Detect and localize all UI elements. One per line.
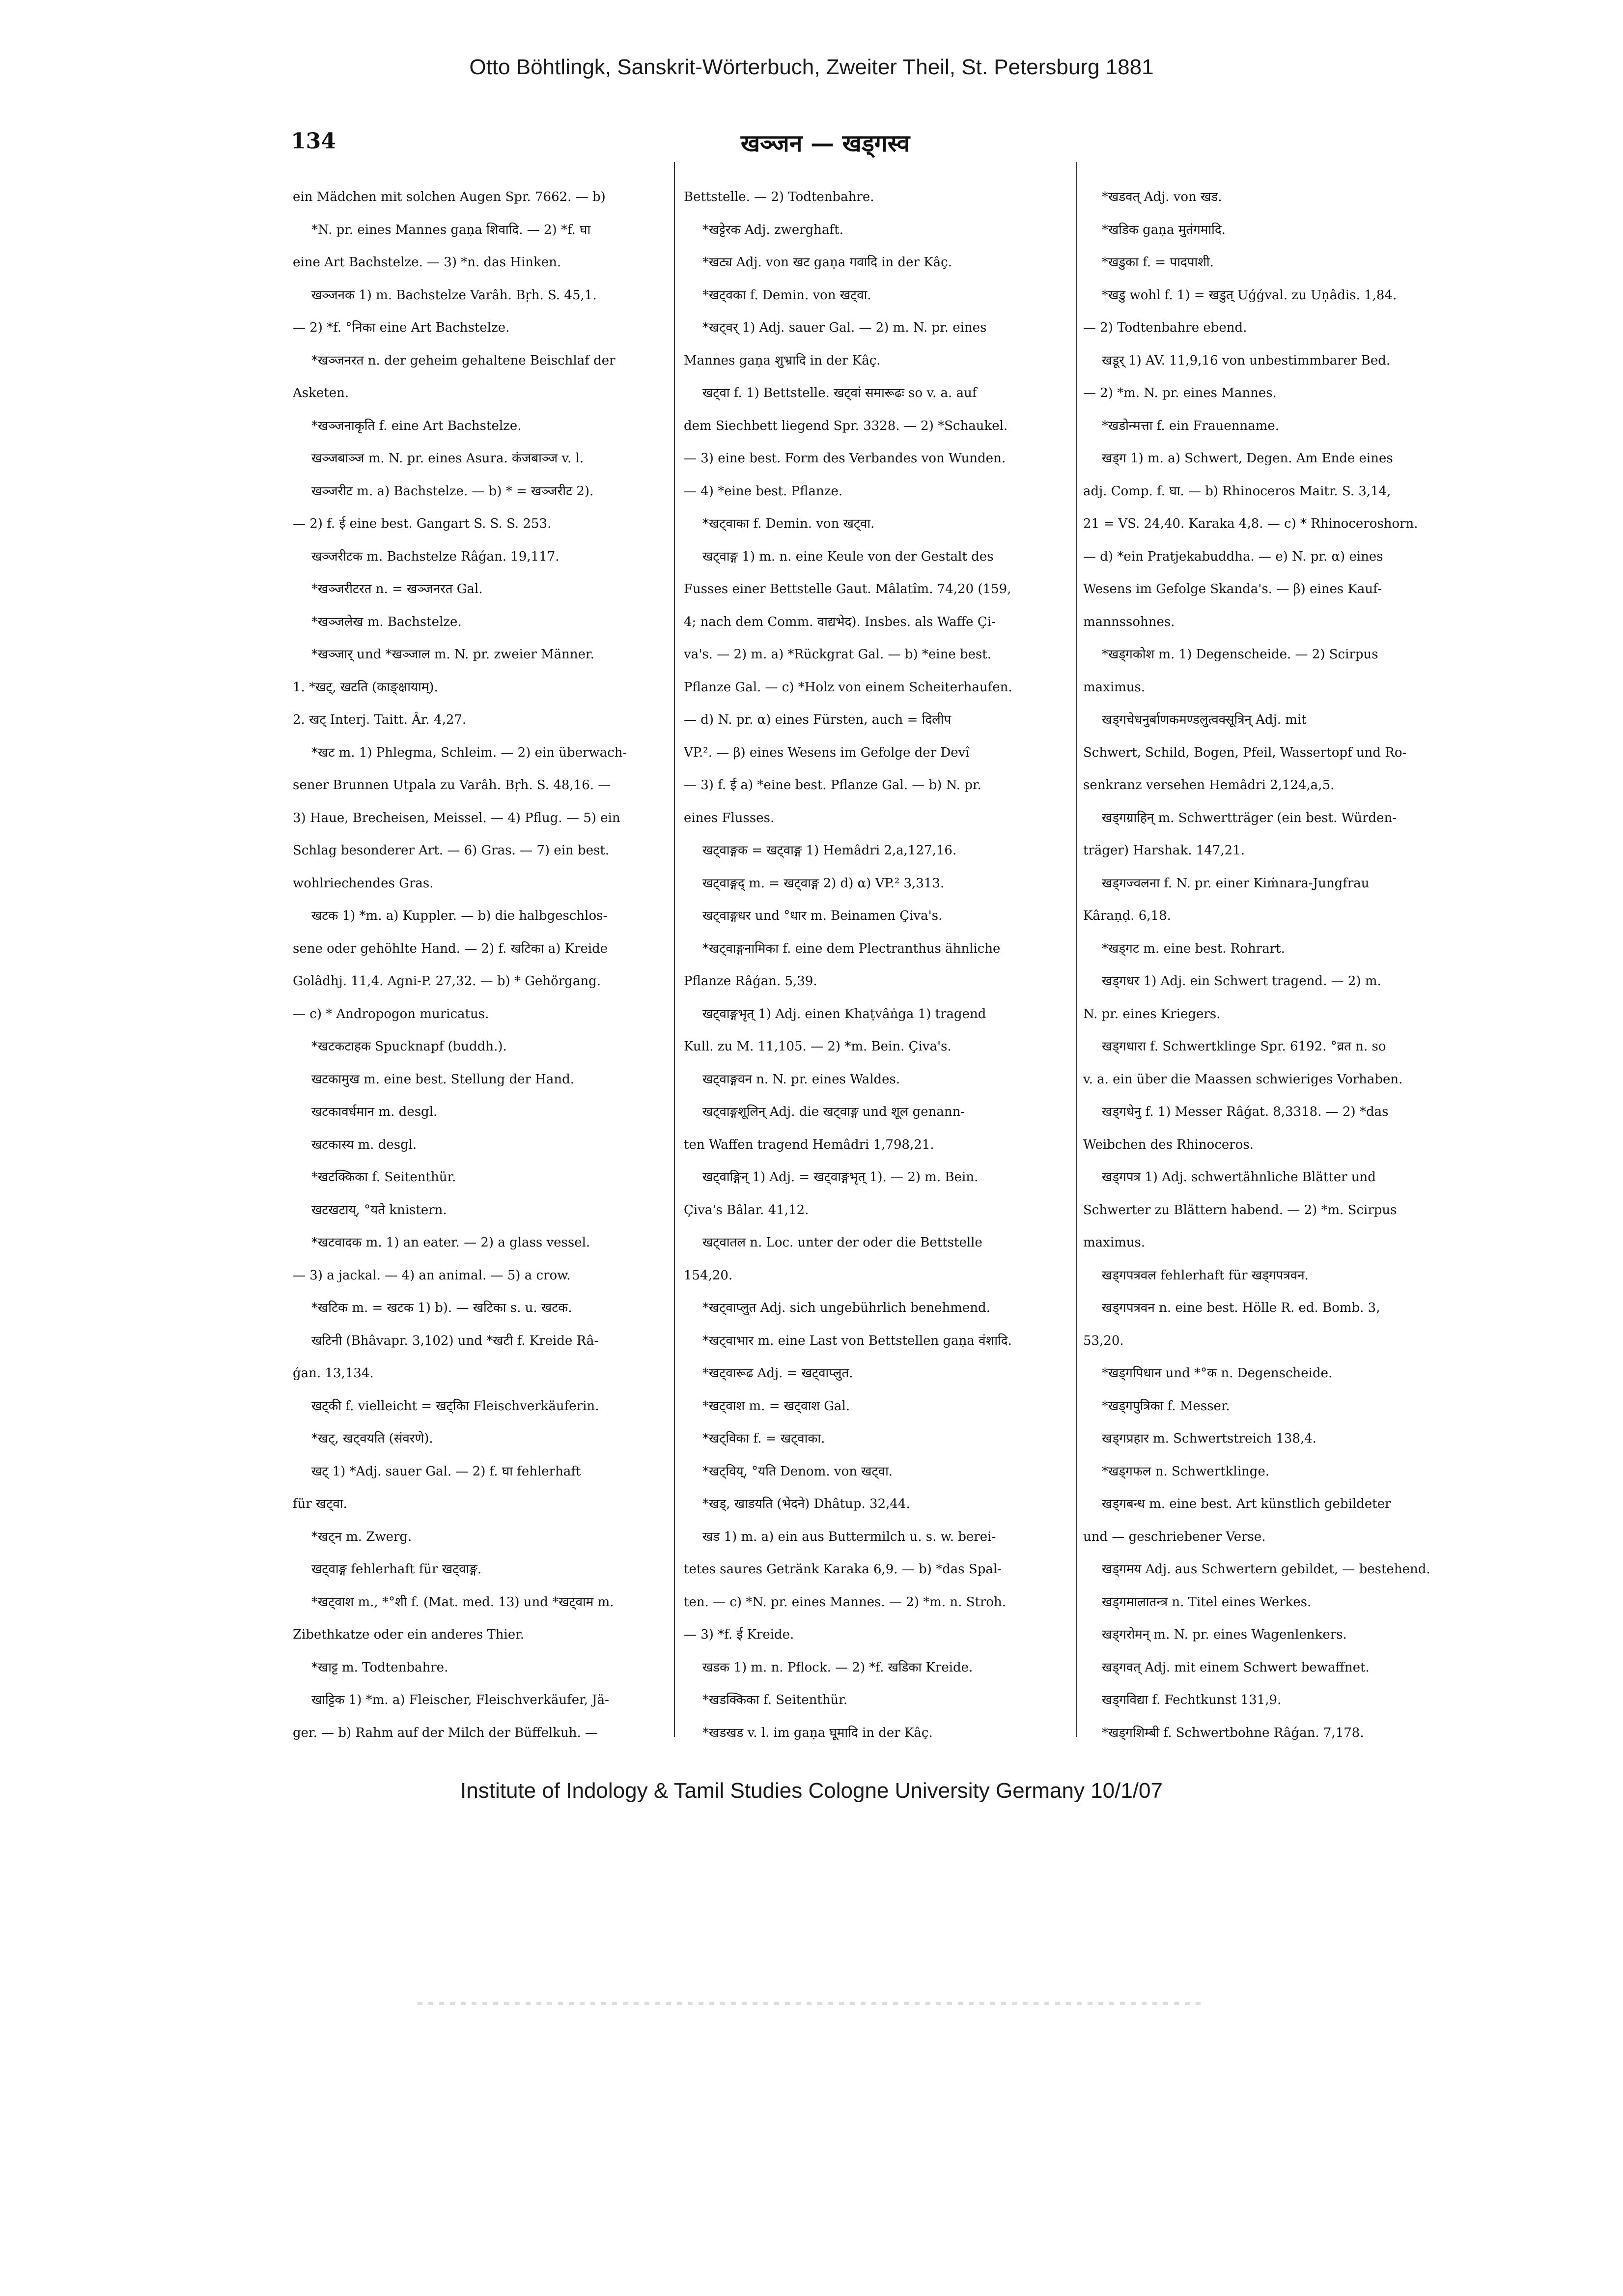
dictionary-line: *खड्गशिम्बी f. Schwertbohne Râǵan. 7,178. (1102, 1725, 1364, 1740)
dictionary-line: 154,20. (684, 1268, 733, 1283)
dictionary-line: खट्वा f. 1) Bettstelle. खट्वां समारूढः so v. a. auf (702, 386, 977, 400)
dictionary-line: *खट्य Adj. von खट gaṇa गवादि in der Kâç. (702, 255, 952, 270)
dictionary-line: खड्गमय Adj. aus Schwertern gebildet, — bestehend. (1102, 1562, 1430, 1577)
dictionary-line: *खट्वाश m., *°शी f. (Mat. med. 13) und *खट्वाम m. (311, 1594, 614, 1610)
dictionary-line: *खड्गफल n. Schwertklinge. (1102, 1464, 1270, 1479)
dictionary-line: — 2) f. ई eine best. Gangart S. S. S. 253. (293, 516, 552, 531)
dictionary-line: खट्वाङ्ग 1) m. n. eine Keule von der Gestalt des (702, 549, 994, 564)
dictionary-line: *खड्गपिधान und *°क n. Degenscheide. (1102, 1366, 1333, 1381)
dictionary-line: va's. — 2) m. a) *Rückgrat Gal. — b) *eine best. (684, 647, 992, 662)
dictionary-line: खट्वाङ्गक = खट्वाङ्ग 1) Hemâdri 2,a,127,16. (702, 843, 957, 858)
dictionary-line: — d) N. pr. α) eines Fürsten, auch = दिलीप (684, 712, 951, 727)
dictionary-line: खट्वाङ्गिन् 1) Adj. = खट्वाङ्गभृत् 1). — 2) m. Bein. (702, 1170, 979, 1185)
dictionary-line: *खञ्जलेख m. Bachstelze. (311, 614, 462, 629)
dictionary-line: — d) *ein Pratjekabuddha. — e) N. pr. α) eines (1083, 549, 1383, 564)
dictionary-line: *खटक्किका f. Seitenthür. (311, 1170, 456, 1185)
dictionary-column-middle (684, 181, 1072, 1753)
dictionary-line: *खट्वारूढ Adj. = खट्वाप्लुत. (702, 1366, 853, 1381)
dictionary-line: खड्गपत्रवल fehlerhaft für खड्गपत्रवन. (1102, 1268, 1309, 1283)
dictionary-line: eines Flusses. (684, 810, 775, 825)
dictionary-line: *खाट्ट m. Todtenbahre. (311, 1660, 448, 1675)
dictionary-line: *खड्गपुत्रिका f. Messer. (1102, 1398, 1230, 1414)
dictionary-line: *खञ्जार् und *खञ्जाल m. N. pr. zweier Männer. (311, 647, 594, 662)
dictionary-line: *खडुका f. = पादपाशी. (1102, 255, 1214, 270)
dictionary-line: *खड्गट m. eine best. Rohrart. (1102, 941, 1285, 956)
dictionary-line: *खट्वर् 1) Adj. sauer Gal. — 2) m. N. pr. eines (702, 320, 987, 335)
dictionary-line: खड्गज्वलना f. N. pr. einer Kiṁnara-Jungfrau (1102, 876, 1370, 891)
dictionary-line: *खटिक m. = खटक 1) b). — खटिका s. u. खटक. (311, 1301, 572, 1315)
dictionary-line: ten. — c) *N. pr. eines Mannes. — 2) *m. n. Stroh. (684, 1594, 1007, 1610)
dictionary-line: खड्गग्राहिन् m. Schwertträger (ein best. Würden- (1102, 810, 1397, 825)
dictionary-line: खटखटाय्, °यते knistern. (311, 1202, 447, 1218)
dictionary-line: खट्वाङ्गवन n. N. pr. eines Waldes. (702, 1072, 900, 1087)
dictionary-line: खडूर् 1) AV. 11,9,16 von unbestimmbarer Bed. (1102, 353, 1391, 368)
dictionary-line: 1. *खट्, खटति (काङ्क्षायाम्). (293, 680, 438, 695)
dictionary-line: — 3) f. ई a) *eine best. Pflanze Gal. — b) N. pr. (684, 778, 981, 793)
dictionary-line: खड्गचेधनुर्बाणकमण्डलुत्वक्सूत्रिन् Adj. mit (1102, 712, 1307, 727)
dictionary-column-right (1083, 181, 1471, 1753)
running-head: खञ्जन — खड्गस्व (740, 130, 910, 157)
dictionary-line: खट्वाङ्गशूलिन् Adj. die खट्वाङ्ग und शूल genann- (702, 1105, 965, 1119)
dictionary-line: खटिनी (Bhâvapr. 3,102) und *खटी f. Kreide Râ- (311, 1333, 599, 1348)
dictionary-line: 53,20. (1083, 1333, 1124, 1348)
dictionary-line: *खट्वाका f. Demin. von खट्वा. (702, 516, 875, 531)
dictionary-line: Çiva's Bâlar. 41,12. (684, 1202, 809, 1218)
dictionary-line (1083, 1749, 1471, 1753)
dictionary-line: *खटकटाहक Spucknapf (buddh.). (311, 1039, 507, 1054)
dictionary-line: — 3) *f. ई Kreide. (684, 1627, 794, 1642)
source-footer: Institute of Indology & Tamil Studies Cologne University Germany 10/1/07 (460, 1779, 1163, 1803)
page-number: 134 (291, 129, 336, 154)
dictionary-line: Pflanze Gal. — c) *Holz von einem Scheiterhaufen. (684, 680, 1012, 695)
dictionary-line: *खट्वाभार m. eine Last von Bettstellen gaṇa वंशादि. (702, 1333, 1012, 1348)
dictionary-line: adj. Comp. f. घा. — b) Rhinoceros Maitr. S. 3,14, (1083, 483, 1391, 499)
dictionary-line: *खटवादक m. 1) an eater. — 2) a glass vessel. (311, 1235, 590, 1250)
dictionary-line: खट्वाङ्गभृत् 1) Adj. einen Khaṭvâṅga 1) tragend (702, 1006, 986, 1021)
dictionary-line: खट् 1) *Adj. sauer Gal. — 2) f. घा fehlerhaft (311, 1464, 581, 1479)
dictionary-line: खड्गप्रहार m. Schwertstreich 138,4. (1102, 1431, 1317, 1446)
dictionary-line: eine Art Bachstelze. — 3) *n. das Hinken. (293, 255, 561, 270)
dictionary-line: *N. pr. eines Mannes gaṇa शिवादि. — 2) *f. घा (311, 222, 591, 237)
dictionary-line: — 2) Todtenbahre ebend. (1083, 320, 1247, 335)
dictionary-line: Kull. zu M. 11,105. — 2) *m. Bein. Çiva's. (684, 1039, 951, 1054)
dictionary-line: Asketen. (293, 386, 349, 400)
dictionary-line: Schwerter zu Blättern habend. — 2) *m. Scirpus (1083, 1202, 1397, 1218)
dictionary-line: Golâdhj. 11,4. Agni-P. 27,32. — b) * Gehörgang. (293, 974, 601, 989)
dictionary-line: Schwert, Schild, Bogen, Pfeil, Wassertopf und Ro- (1083, 745, 1407, 760)
dictionary-line: *खट्न m. Zwerg. (311, 1529, 412, 1544)
dictionary-line: mannssohnes. (1083, 614, 1175, 629)
dictionary-line: खड्गपत्र 1) Adj. schwertähnliche Blätter und (1102, 1170, 1376, 1185)
dictionary-line: खटकास्य m. desgl. (311, 1137, 417, 1152)
dictionary-line: खड्गधेनु f. 1) Messer Râǵat. 8,3318. — 2) *das (1102, 1105, 1389, 1119)
dictionary-line: Mannes gaṇa शुभ्रादि in der Kâç. (684, 353, 881, 368)
dictionary-line: खड्गरोमन् m. N. pr. eines Wagenlenkers. (1102, 1627, 1347, 1642)
dictionary-line: *खड्, खाडयति (भेदने) Dhâtup. 32,44. (702, 1497, 910, 1511)
dictionary-line: tetes saures Getränk Karaka 6,9. — b) *das Spal- (684, 1562, 1002, 1577)
dictionary-line: Pflanze Râǵan. 5,39. (684, 974, 817, 989)
dictionary-line: *खडखड v. l. im gaṇa घूमादि in der Kâç. (702, 1725, 933, 1740)
dictionary-line: und — geschriebener Verse. (1083, 1529, 1266, 1544)
dictionary-line: खाट्टिक 1) *m. a) Fleischer, Fleischverkäufer, Jä- (311, 1693, 609, 1707)
dictionary-line: खड्गविद्या f. Fechtkunst 131,9. (1102, 1693, 1282, 1707)
dictionary-line: *खडवत् Adj. von खड. (1102, 190, 1222, 204)
dictionary-line: für खट्वा. (293, 1497, 347, 1511)
dictionary-line: Kâraṇḍ. 6,18. (1083, 908, 1171, 923)
dictionary-line: *खट्वाङ्गनामिका f. eine dem Plectranthus ähnliche (702, 941, 1001, 956)
dictionary-line: *खट्विय्, °यति Denom. von खट्वा. (702, 1464, 893, 1479)
dictionary-line: *खट m. 1) Phlegma, Schleim. — 2) ein überwach- (311, 745, 627, 760)
dictionary-line: खड्ग 1) m. a) Schwert, Degen. Am Ende eines (1102, 451, 1393, 466)
dictionary-line: sener Brunnen Utpala zu Varâh. Bṛh. S. 48,16. — (293, 778, 611, 793)
dictionary-line: Schlag besonderer Art. — 6) Gras. — 7) ein best. (293, 843, 610, 858)
dictionary-line: *खञ्जनरत n. der geheim gehaltene Beischlaf der (311, 353, 616, 368)
dictionary-line: *खट्, खट्वयति (संवरणे). (311, 1431, 433, 1446)
dictionary-line: maximus. (1083, 1235, 1146, 1250)
dictionary-line: खड 1) m. a) ein aus Buttermilch u. s. w. berei- (702, 1529, 996, 1544)
dictionary-line (684, 1749, 1072, 1753)
dictionary-line: — c) * Andropogon muricatus. (293, 1006, 489, 1021)
dictionary-line: खट्वाङ्गधर und °धार m. Beinamen Çiva's. (702, 908, 943, 923)
dictionary-line (293, 1749, 666, 1753)
dictionary-line: dem Siechbett liegend Spr. 3328. — 2) *Schaukel. (684, 418, 1008, 433)
scan-artifact (418, 2002, 1203, 2005)
dictionary-line: *खञ्जरीटरत n. = खञ्जनरत Gal. (311, 582, 483, 596)
dictionary-line: खड्गधर 1) Adj. ein Schwert tragend. — 2) m. (1102, 974, 1381, 989)
dictionary-line: v. a. ein über die Maassen schwieriges Vorhaben. (1083, 1072, 1403, 1087)
dictionary-line: खटकामुख m. eine best. Stellung der Hand. (311, 1072, 575, 1087)
dictionary-line: *खडु wohl f. 1) = खडुत् Uǵǵval. zu Uṇâdis. 1,84. (1102, 287, 1397, 303)
column-divider-right (1076, 162, 1077, 1737)
dictionary-line: *खट्वाश m. = खट्वाश Gal. (702, 1398, 850, 1414)
dictionary-line: ǵan. 13,134. (293, 1366, 374, 1381)
dictionary-line: *खट्वाप्लुत Adj. sich ungebührlich benehmend. (702, 1301, 990, 1315)
dictionary-line: खड्गधारा f. Schwertklinge Spr. 6192. °व्रत n. so (1102, 1039, 1386, 1054)
dictionary-line: Fusses einer Bettstelle Gaut. Mâlatîm. 74,20 (159, (684, 582, 1011, 596)
dictionary-line: खञ्जबाञ्ज m. N. pr. eines Asura. कंजबाञ्ज v. l. (311, 451, 584, 466)
dictionary-line: *खडक्किका f. Seitenthür. (702, 1693, 848, 1707)
dictionary-line: खञ्जनक 1) m. Bachstelze Varâh. Bṛh. S. 45,1. (311, 287, 597, 303)
dictionary-line: 2. खट् Interj. Taitt. Âr. 4,27. (293, 712, 467, 727)
dictionary-line: 4; nach dem Comm. वाद्यभेद). Insbes. als Waffe Çi- (684, 614, 996, 629)
dictionary-line: खड्गमालातन्त्र n. Titel eines Werkes. (1102, 1594, 1312, 1610)
dictionary-line: *खट्वका f. Demin. von खट्वा. (702, 287, 871, 303)
dictionary-line: — 3) a jackal. — 4) an animal. — 5) a crow. (293, 1268, 571, 1283)
dictionary-line: *खट्विका f. = खट्वाका. (702, 1431, 825, 1446)
dictionary-line: Bettstelle. — 2) Todtenbahre. (684, 190, 874, 204)
dictionary-line: खड्गबन्ध m. eine best. Art künstlich gebildeter (1102, 1497, 1391, 1511)
dictionary-line: Wesens im Gefolge Skanda's. — β) eines Kauf- (1083, 582, 1382, 596)
dictionary-line: खट्वाङ्ग fehlerhaft für खट्वाङ्ग. (311, 1562, 482, 1577)
dictionary-column-left (293, 181, 666, 1753)
dictionary-line: *खञ्जनाकृति f. eine Art Bachstelze. (311, 418, 522, 433)
source-header: Otto Böhtlingk, Sanskrit-Wörterbuch, Zweiter Theil, St. Petersburg 1881 (469, 55, 1154, 79)
dictionary-line: ten Waffen tragend Hemâdri 1,798,21. (684, 1137, 934, 1152)
dictionary-line: खट्की f. vielleicht = खट्किा Fleischverkäuferin. (311, 1398, 599, 1414)
dictionary-line: 3) Haue, Brecheisen, Meissel. — 4) Pflug. — 5) ein (293, 810, 620, 825)
dictionary-line: maximus. (1083, 680, 1146, 695)
column-divider-left (674, 162, 675, 1737)
dictionary-line: N. pr. eines Kriegers. (1083, 1006, 1221, 1021)
dictionary-line: — 4) *eine best. Pflanze. (684, 483, 843, 499)
dictionary-line: खड्गपत्रवन n. eine best. Hölle R. ed. Bomb. 3, (1102, 1301, 1380, 1315)
dictionary-line: *खडोन्मत्ता f. ein Frauenname. (1102, 418, 1280, 433)
dictionary-line: ein Mädchen mit solchen Augen Spr. 7662. — b) (293, 190, 606, 204)
dictionary-line: खडक 1) m. n. Pflock. — 2) *f. खडिका Kreide. (702, 1660, 973, 1675)
dictionary-line: — 2) *f. °निका eine Art Bachstelze. (293, 320, 510, 335)
dictionary-line: — 3) eine best. Form des Verbandes von Wunden. (684, 451, 1006, 466)
dictionary-line: senkranz versehen Hemâdri 2,124,a,5. (1083, 778, 1335, 793)
dictionary-line: खञ्जरीटक m. Bachstelze Râǵan. 19,117. (311, 549, 560, 564)
dictionary-line: *खट्टेरक Adj. zwerghaft. (702, 222, 843, 237)
dictionary-line: खटक 1) *m. a) Kuppler. — b) die halbgeschlos- (311, 908, 608, 923)
dictionary-line: 21 = VS. 24,40. Karaka 4,8. — c) * Rhinoceroshorn. (1083, 516, 1418, 531)
dictionary-line: *खडिक gaṇa मुतंगमादि. (1102, 222, 1226, 237)
dictionary-line: VP.². — β) eines Wesens im Gefolge der Devî (684, 745, 970, 760)
dictionary-line: wohlriechendes Gras. (293, 876, 434, 891)
dictionary-line: खट्वाङ्गद् m. = खट्वाङ्ग 2) d) α) VP.² 3,313. (702, 876, 945, 891)
dictionary-line: खटकावर्धमान m. desgl. (311, 1105, 438, 1119)
dictionary-line: *खड्गकोश m. 1) Degenscheide. — 2) Scirpus (1102, 647, 1378, 662)
dictionary-line: sene oder gehöhlte Hand. — 2) f. खटिका a) Kreide (293, 941, 608, 956)
dictionary-line: träger) Harshak. 147,21. (1083, 843, 1245, 858)
dictionary-line: खड्गवत् Adj. mit einem Schwert bewaffnet. (1102, 1660, 1370, 1675)
dictionary-line: खट्वातल n. Loc. unter der oder die Bettstelle (702, 1235, 982, 1250)
dictionary-line: खञ्जरीट m. a) Bachstelze. — b) * = खञ्जरीट 2). (311, 483, 594, 499)
dictionary-line: Zibethkatze oder ein anderes Thier. (293, 1627, 525, 1642)
dictionary-line: Weibchen des Rhinoceros. (1083, 1137, 1254, 1152)
dictionary-line: ger. — b) Rahm auf der Milch der Büffelkuh. — (293, 1725, 598, 1740)
dictionary-line: — 2) *m. N. pr. eines Mannes. (1083, 386, 1277, 400)
